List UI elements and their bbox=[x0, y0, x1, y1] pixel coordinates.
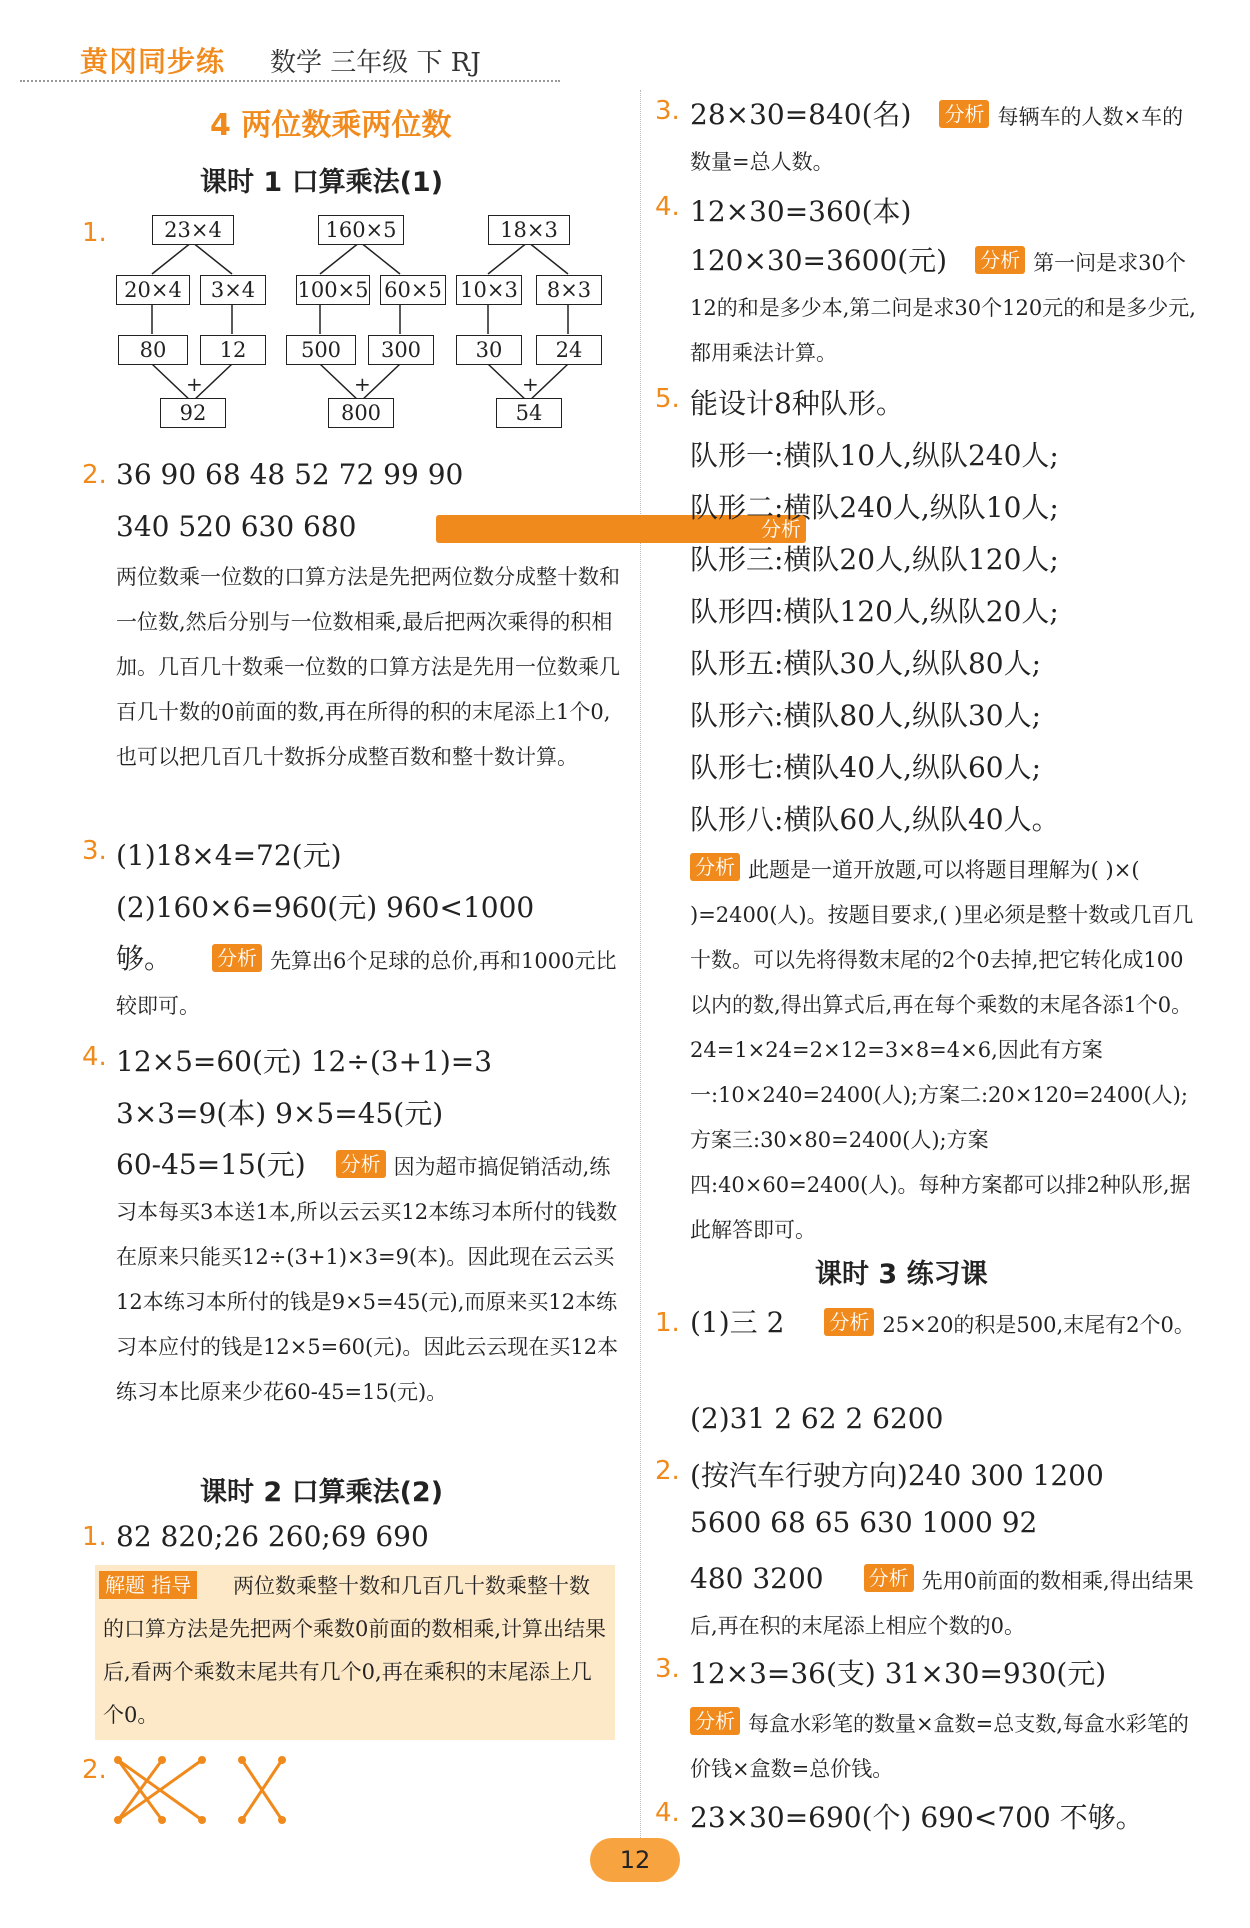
l3-q1-number: 1. bbox=[655, 1308, 680, 1338]
q4-analysis: 60-45=15(元) 分析 因为超市搞促销活动,练习本每买3本送1本,所以云云买12本练习本所付的钱数在原来只能买12÷(3+1)×3=9(本)。因此现在云云买12本练习本所付的钱是9×5=45(元),而原来买12本练习本应付的钱是12×5=60(元)。因此云云现在买12本练习本比原来少花60-45=15(元)。 bbox=[116, 1148, 619, 1404]
l3-q2-number: 2. bbox=[655, 1456, 680, 1486]
match-dot bbox=[238, 1816, 246, 1824]
l3-q4-line: 23×30=690(个) 690<700 不够。 bbox=[690, 1801, 1144, 1834]
analysis-tag: 分析 bbox=[975, 246, 1025, 274]
q5-intro: 能设计8种队形。 bbox=[690, 387, 904, 420]
l2-q2-number: 2. bbox=[82, 1755, 107, 1785]
tree-2-branch-right bbox=[360, 242, 400, 274]
l2-q1-number: 1. bbox=[82, 1522, 107, 1552]
tree-2-left: 100×5 bbox=[296, 275, 370, 305]
match-dot bbox=[114, 1756, 122, 1764]
unit-title: 4 两位数乘两位数 bbox=[210, 108, 452, 143]
match-dot bbox=[158, 1816, 166, 1824]
matching-lines bbox=[112, 1752, 292, 1827]
tree-2-right-value: 300 bbox=[368, 335, 434, 365]
q4-line-1: 12×5=60(元) 12÷(3+1)=3 bbox=[116, 1045, 493, 1078]
tree-1-sum: 92 bbox=[160, 398, 226, 428]
formation-7: 队形七:横队40人,纵队60人; bbox=[690, 751, 1042, 784]
tree-1-branch-right bbox=[192, 242, 232, 274]
lesson-1-title: 课时 1 口算乘法(1) bbox=[200, 167, 444, 198]
tree-1-plus: + bbox=[186, 372, 203, 396]
tree-3-sum: 54 bbox=[496, 398, 562, 428]
tree-3-branch-left bbox=[488, 242, 528, 274]
tree-2-left-value: 500 bbox=[286, 335, 356, 365]
header-divider bbox=[20, 80, 560, 82]
tree-3-plus: + bbox=[522, 372, 539, 396]
l3-q3-analysis: 分析 每盒水彩笔的数量×盒数=总支数,每盒水彩笔的价钱×盒数=总价钱。 bbox=[690, 1709, 1189, 1781]
analysis-tag: 分析 bbox=[864, 1564, 914, 1592]
analysis-tag: 分析 bbox=[939, 100, 989, 128]
formation-2: 队形二:横队240人,纵队10人; bbox=[690, 491, 1059, 524]
q5-analysis: 分析 此题是一道开放题,可以将题目理解为( )×( )=2400(人)。按题目要求,( )里必须是整十数或几百几十数。可以先将得数末尾的2个0去掉,把它转化成100以内的数,得出算式后,再在每个乘数的末尾各添1个0。24=1×24=2×12=3×8=4×6,因此有方案一:10×240=2400(人);方案二:20×120=2400(人);方案三:30×80=2400(人);方案四:40×60=2400(人)。每种方案都可以排2种队形,据此解答即可。 bbox=[690, 855, 1194, 1242]
match-dot bbox=[158, 1756, 166, 1764]
match-dot bbox=[198, 1756, 206, 1764]
solution-guide-box bbox=[95, 1565, 615, 1740]
match-dot bbox=[278, 1756, 286, 1764]
r-q5-number: 5. bbox=[655, 384, 680, 414]
match-dot bbox=[238, 1756, 246, 1764]
l3-q3-line: 12×3=36(支) 31×30=930(元) bbox=[690, 1657, 1107, 1690]
guide-tag: 解题 指导 bbox=[99, 1571, 197, 1599]
q1-number: 1. bbox=[82, 218, 107, 248]
guide-text: 两位数乘整十数和几百几十数乘整十数的口算方法是先把两个乘数0前面的数相乘,计算出结果后,看两个乘数末尾共有几个0,再在乘积的末尾添上几个0。 bbox=[103, 1574, 607, 1727]
tree-1-right: 3×4 bbox=[200, 275, 266, 305]
analysis-tag: 分析 bbox=[690, 853, 740, 881]
analysis-tag: 分析 bbox=[212, 944, 262, 972]
page-number: 12 bbox=[590, 1838, 680, 1882]
l3-q4-number: 4. bbox=[655, 1798, 680, 1828]
tree-2-right: 60×5 bbox=[380, 275, 446, 305]
formation-5: 队形五:横队30人,纵队80人; bbox=[690, 647, 1042, 680]
l3-q2-content: 480 3200 分析 先用0前面的数相乘,得出结果后,再在积的末尾添上相应个数的0。 bbox=[690, 1562, 1194, 1638]
tree-3-branch-right bbox=[528, 242, 568, 274]
match-dot bbox=[278, 1816, 286, 1824]
formation-8: 队形八:横队60人,纵队40人。 bbox=[690, 803, 1060, 836]
l3-q1-line-2: (2)31 2 62 2 6200 bbox=[690, 1402, 944, 1435]
tree-3-right: 8×3 bbox=[536, 275, 602, 305]
subject-label: 数学 三年级 下 RJ bbox=[270, 48, 481, 78]
page-header bbox=[20, 28, 1230, 84]
tree-1-right-value: 12 bbox=[200, 335, 266, 365]
match-dot bbox=[114, 1816, 122, 1824]
q3-analysis: 够。 分析 先算出6个足球的总价,再和1000元比较即可。 bbox=[116, 942, 617, 1018]
analysis-tag: 分析 bbox=[690, 1707, 740, 1735]
tree-1-branch-left bbox=[152, 242, 192, 274]
r-q3-content: 28×30=840(名) 分析 每辆车的人数×车的数量=总人数。 bbox=[690, 98, 1184, 174]
formation-3: 队形三:横队20人,纵队120人; bbox=[690, 543, 1059, 576]
column-divider bbox=[640, 90, 641, 1840]
brand-logo: 黄冈同步练 bbox=[80, 45, 226, 78]
formation-6: 队形六:横队80人,纵队30人; bbox=[690, 699, 1042, 732]
r-q4-content: 120×30=3600(元) 分析 第一问是求30个12的和是多少本,第二问是求30个120元的和是多少元,都用乘法计算。 bbox=[690, 244, 1196, 365]
r-q3-number: 3. bbox=[655, 96, 680, 126]
tree-2-sum: 800 bbox=[328, 398, 394, 428]
q4-number: 4. bbox=[82, 1042, 107, 1072]
tree-3-right-value: 24 bbox=[536, 335, 602, 365]
l3-q2-line-1: (按汽车行驶方向)240 300 1200 bbox=[690, 1459, 1104, 1492]
lesson-2-title: 课时 2 口算乘法(2) bbox=[200, 1477, 444, 1508]
q2-analysis: 分析两位数乘一位数的口算方法是先把两位数分成整十数和一位数,然后分别与一位数相乘,最后把两次乘得的积相加。几百几十数乘一位数的口算方法是先用一位数乘几百几十数的0前面的数,再在所得的积的末尾添上1个0,也可以把几百几十数拆分成整百数和整十数计算。 bbox=[116, 510, 626, 780]
r-q4-number: 4. bbox=[655, 192, 680, 222]
lesson-3-title: 课时 3 练习课 bbox=[815, 1259, 988, 1290]
q2-answers-line-2: 340 520 630 680 bbox=[116, 510, 357, 543]
l3-q2-line-2: 5600 68 65 630 1000 92 bbox=[690, 1506, 1038, 1539]
l2-q1-answers: 82 820;26 260;69 690 bbox=[116, 1520, 429, 1553]
tree-1-top: 23×4 bbox=[152, 215, 234, 245]
analysis-tag: 分析 bbox=[436, 515, 806, 543]
formation-4: 队形四:横队120人,纵队20人; bbox=[690, 595, 1059, 628]
tree-3-top: 18×3 bbox=[488, 215, 570, 245]
q2-number: 2. bbox=[82, 460, 107, 490]
tree-3-left: 10×3 bbox=[456, 275, 522, 305]
r-q4-line-1: 12×30=360(本) bbox=[690, 195, 912, 228]
tree-1-left-value: 80 bbox=[118, 335, 188, 365]
tree-2-plus: + bbox=[354, 372, 371, 396]
match-dot bbox=[198, 1816, 206, 1824]
l3-q3-number: 3. bbox=[655, 1654, 680, 1684]
analysis-tag: 分析 bbox=[824, 1308, 874, 1336]
formation-1: 队形一:横队10人,纵队240人; bbox=[690, 439, 1059, 472]
q4-line-2: 3×3=9(本) 9×5=45(元) bbox=[116, 1097, 444, 1130]
q2-answers-line-1: 36 90 68 48 52 72 99 90 bbox=[116, 458, 464, 491]
q3-line-1: (1)18×4=72(元) bbox=[116, 839, 342, 872]
q3-line-2: (2)160×6=960(元) 960<1000 bbox=[116, 891, 535, 924]
tree-1-left: 20×4 bbox=[116, 275, 190, 305]
q3-number: 3. bbox=[82, 836, 107, 866]
tree-3-left-value: 30 bbox=[456, 335, 522, 365]
analysis-tag: 分析 bbox=[336, 1150, 386, 1178]
tree-2-branch-left bbox=[320, 242, 360, 274]
l3-q1-content: (1)三 2 分析 25×20的积是500,末尾有2个0。 bbox=[690, 1306, 1195, 1339]
tree-2-top: 160×5 bbox=[318, 215, 404, 245]
